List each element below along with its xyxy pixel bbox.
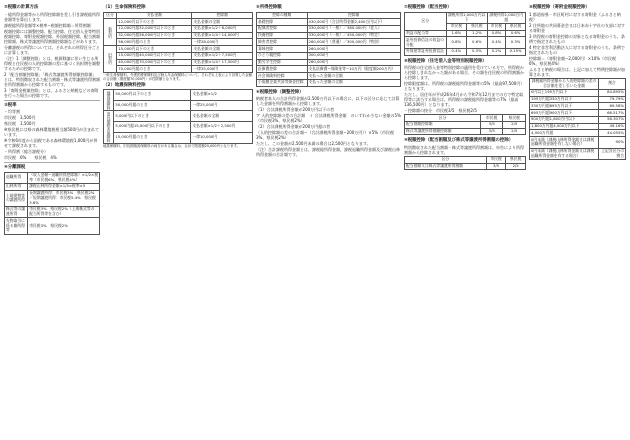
donation-paragraph: 4 特定非営利活動法人に対する寄附金のうち、条例で指定されたもの (529, 44, 625, 55)
deduction-type: 寡婦控除 (257, 46, 308, 53)
bracket-rate: 上記各区分の割合 (599, 148, 626, 159)
deduction-table (256, 12, 401, 87)
section-title-separate: ④分離課税 (4, 165, 26, 170)
deduction-amount: 330,000円（一般）／380,000円（老人） (307, 25, 400, 32)
income-bracket: 900万円超1,800万円以下 (530, 116, 599, 123)
insurance-label: 旧長期損害保険料 (104, 111, 114, 143)
calc-paragraph: 課税総所得金額等×税率−税額控除額＝所得割額 (4, 22, 91, 28)
table-header-cell: 区分 (405, 115, 481, 122)
table-row (257, 32, 401, 39)
deduction-formula: 支払金額の全額 (191, 111, 253, 122)
table-row (257, 79, 401, 86)
calc-paragraph: ・総所得金額等から所得控除額を差し引き課税総所得金額等を算出します。 (4, 11, 100, 22)
bracket-rate: 66.517% (599, 110, 626, 117)
life-insurance-table (103, 12, 253, 74)
adjustment-paragraph: ア 人的控除額の差の合計額 イ 合計課税所得金額 のいずれか少ない金額の5%（市民税3%、県民税2%） (256, 113, 401, 124)
deduction-formula: 支払金額×1/2 (191, 90, 253, 101)
deduction-formula: 一律28,000円 (192, 39, 253, 46)
dividend-withholding-title: ⑨税額控除（配当割額及び株式等譲渡所得割額の控除） (404, 138, 514, 144)
table-row (104, 52, 253, 59)
table-row (257, 46, 401, 53)
housing-loan-paragraph: 控除限度額は、所得税の課税総所得金額等の5%（最高97,500円）となります。 (404, 81, 525, 92)
table-header-cell: 市民税 (487, 23, 506, 30)
dividend-rate: 0.15% (506, 48, 526, 55)
column-1 (4, 4, 100, 436)
row-text: 市民税3% 県民税2%（上場株式等の配当所得等を含む） (28, 206, 100, 217)
table-row (104, 46, 253, 53)
deduction-amount: 支払った金額の全額 (307, 73, 400, 80)
bracket-rate: 84.895% (599, 89, 626, 96)
table-row (5, 206, 100, 217)
dividend-rate: 1.2% (467, 30, 488, 37)
ratio-pref: 2/5 (503, 128, 526, 135)
section-title-rate: ③税率 (4, 102, 17, 108)
row-text: （収入金額−退職所得控除額）×1/2×税率（市民税6%、県民税4%） (29, 172, 99, 182)
deduction-formula: 一律25,000円 (191, 100, 253, 111)
column-2 (103, 4, 253, 436)
deduction-type: 基礎控除 (257, 19, 308, 26)
row-text: 長期譲渡所得：市民税3% 県民税2%／短期譲渡所得：市民税5.4% 県民税3.6% (28, 190, 100, 206)
row-text: 市民税3% 県民税2% (28, 218, 100, 234)
adjustment-paragraph: （2）合計課税所得金額が200万円超の者 (256, 124, 331, 130)
deduction-amount: 430,000円（合計所得金額2,400万円以下） (307, 19, 400, 26)
table-row (257, 73, 401, 80)
adjustment-title: ⑥税額控除（調整控除） (256, 89, 304, 95)
housing-loan-paragraph: ただし、居住年が平成26年4月から令和7年12月までの方で特定取得等に該当する場合は、所得税の課税総所得金額等の7%（最高136,500円）となります。 (404, 92, 524, 108)
deduction-formula: 支払金額×1/2＋2,500円 (191, 121, 253, 132)
table-cell: 2/5 (506, 163, 526, 170)
table-row (257, 66, 401, 73)
contract-label: 新契約 (104, 19, 117, 46)
table-header-cell: 県民税 (503, 115, 526, 122)
deduction-amount: 260,000円 (307, 59, 400, 66)
payment-range: 70,000円超のとき (117, 66, 192, 73)
income-bracket: 330万円超695万円以下 (530, 103, 599, 110)
table-header-cell: 県民税 (467, 23, 488, 30)
adjustment-paragraph: （人的控除額の差の合計額−（合計課税所得金額−200万円））×5%（市民税3%、県民税2%） (256, 130, 395, 141)
deduction-formula: 支払金額×1/4＋17,500円 (192, 59, 253, 66)
donation-paragraph: 控除額＝（寄附金額−2,000円）×10%（市民税6%、県民税4%） (529, 55, 617, 66)
table-row (405, 163, 526, 170)
table-row (104, 111, 253, 122)
table-row (257, 19, 401, 26)
income-bracket: 0円未満（課税山林所得金額又は課税退職所得金額を有しない場合） (530, 137, 599, 148)
donation-title: ⑩税額控除（寄附金税額控除） (529, 5, 590, 10)
table-row (530, 96, 626, 103)
table-header-cell: 県民税 (506, 156, 526, 163)
ratio-city: 3/5 (480, 128, 503, 135)
payment-range: 15,000円超のとき (114, 132, 191, 143)
adjustment-paragraph: ただし、この金額が2,500円未満の場合は2,500円となります。 (256, 141, 371, 147)
table-row (104, 32, 253, 39)
deduction-type: ひとり親控除 (257, 52, 308, 59)
deduction-amount: 支払った金額の全額 (307, 79, 400, 86)
earthquake-note: 地震保険料、旧長期損害保険料の両方がある場合は、合計で限度額25,000円となります。 (103, 143, 241, 148)
row-label: 株式等の譲渡所得 (5, 206, 28, 217)
table-row (5, 218, 100, 234)
dividend-title: ⑦税額控除（配当控除） (404, 5, 452, 10)
donation-paragraphs (529, 12, 626, 77)
table-row (530, 116, 626, 123)
deduction-type: 配偶者控除 (257, 25, 308, 32)
table-row (530, 89, 626, 96)
dividend-rate: 0.8% (446, 37, 467, 48)
contract-label: 旧契約 (104, 46, 117, 73)
ratio-city: 3/5 (480, 121, 503, 128)
adjustment-paragraph: （注）合計課税所得金額とは、課税総所得金額、課税退職所得金額及び課税山林所得金額の合計額です。 (256, 147, 400, 158)
table-header-cell: 区分 (405, 156, 487, 163)
income-bracket: 0円以上195万円以下 (530, 89, 599, 96)
table-header-cell: 支払金額 (117, 12, 192, 19)
housing-loan-title: ⑧税額控除（住宅借入金等特別税額控除） (404, 58, 487, 64)
row-label: 山林所得 (5, 183, 28, 190)
donation-paragraph: 1 都道府県・市区町村に対する寄附金（ふるさと納税） (529, 11, 621, 22)
deduction-type: 障害者控除 (257, 39, 308, 46)
deduction-amount: 260,000円（普通）／300,000円（特別） (307, 39, 400, 46)
column-3 (256, 4, 401, 436)
calc-paragraph: 2「配当割額控除額」「株式等譲渡所得割額控除額」とは、特別徴収された配当割額・株式等譲渡所得割額を所得割額から控除するものです。 (4, 71, 100, 87)
rate-item: ※県民税には県の森林環境税相当額500円が含まれています。 (4, 127, 99, 137)
donation-paragraph: 3 所得税の寄附金控除の対象となる寄附金のうち、条例で指定されたもの (529, 33, 625, 44)
dividend-type: 外貨建等証券投資信託 (405, 48, 447, 55)
bracket-rate: 44.055% (599, 130, 626, 137)
table-row (104, 121, 253, 132)
table-row (104, 19, 253, 26)
donation-paragraph: 2 住所地の共同募金会又は日本赤十字社の支部に対する寄附金 (529, 22, 625, 33)
deduction-amount: 支払医療費−保険金等−10万円（限度額200万円） (307, 66, 400, 73)
calc-paragraph: （注）1「調整控除」とは、税源移譲に伴い生じる所得税と住民税の人的控除額の差に基づく負担増を調整するための控除です。 (4, 55, 100, 71)
payment-range: 12,000円以下のとき (117, 19, 192, 26)
ratio-pref: 2/5 (503, 121, 526, 128)
table-row (530, 110, 626, 117)
row-label: 土地建物等の譲渡所得 (5, 190, 28, 206)
table-row (104, 39, 253, 46)
housing-loan-paragraph: ・控除額の按分 市民税3/5 県民税2/5 (404, 108, 477, 114)
table-header-cell: 控除額 (192, 12, 253, 19)
section-title-calc: ②税額の計算方法 (4, 5, 39, 10)
adjustment-paragraphs (256, 96, 401, 157)
table-row (530, 103, 626, 110)
column-4 (404, 4, 526, 436)
dividend-rate: 0.3% (506, 37, 526, 48)
deduction-formula: 支払金額×1/2＋7,500円 (192, 52, 253, 59)
table-row (530, 123, 626, 130)
payment-range: 32,000円超56,000円以下のとき (117, 32, 192, 39)
table-header-cell: 区分 (104, 12, 117, 19)
income-bracket: 695万円超900万円以下 (530, 110, 599, 117)
table-row (5, 172, 100, 183)
table-row (104, 66, 253, 73)
bracket-rate: 79.79% (599, 96, 626, 103)
table-header-cell: 市民税 (446, 23, 467, 30)
divider (4, 162, 100, 163)
table-header-cell: 区分 (405, 12, 447, 30)
table-header-cell: 市民税 (480, 115, 503, 122)
table-row (530, 130, 626, 137)
bracket-rate: 69.58% (599, 103, 626, 110)
deduction-title: ⑤所得控除額 (256, 5, 282, 10)
payment-range: 15,000円超40,000円以下のとき (117, 52, 192, 59)
housing-loan-paragraphs (404, 65, 526, 113)
table-header-cell: 課税所得1,000万円超 (487, 12, 525, 23)
calc-paragraph: 税額控除には調整控除、配当控除、住宅借入金等特別税額控除、寄附金税額控除、外国税額控除、配当割額控除額、株式等譲渡所得割額控除額などがあります。 (4, 28, 100, 44)
rate-items (4, 109, 100, 160)
dividend-rate: 0.4% (487, 37, 506, 48)
table-row (530, 137, 626, 148)
payment-range: 50,000円以下のとき (114, 90, 191, 101)
table-row (405, 121, 526, 128)
table-header-cell: 市民税 (486, 156, 506, 163)
dividend-table (404, 12, 526, 56)
income-bracket: 0円未満（課税山林所得金額又は課税退職所得金額を有する場合） (530, 148, 599, 159)
rate-item: 市民税 3,500円 (4, 115, 36, 120)
income-bracket: 195万円超330万円以下 (530, 96, 599, 103)
table-header-cell: 控除額 (307, 12, 400, 19)
deduction-amount: 260,000円 (307, 46, 400, 53)
dividend-withholding-text: 特別徴収された配当割額・株式等譲渡所得割額は、申告により所得割額から控除されます。 (404, 144, 524, 155)
table-row (405, 30, 526, 37)
dividend-type: 利益の配当等 (405, 30, 447, 37)
donation-paragraph: ふるさと納税の場合は、上記に加えて特例控除額が加算されます。 (529, 66, 625, 77)
bracket-rate: 90% (599, 137, 626, 148)
ratio-table (404, 114, 526, 135)
column-5 (529, 4, 626, 436)
table-row (5, 190, 100, 206)
payment-range: 5,000円超15,000円以下のとき (114, 121, 191, 132)
dividend-rate: 0.6% (467, 37, 488, 48)
life-insurance-title: （1）生命保険料控除 (103, 5, 146, 10)
separate-tax-table (4, 172, 100, 235)
life-insurance-note: 一般生命保険料、介護医療保険料及び個人年金保険料について、それぞれ上表により計算した金額の合計額（限度額70,000円）が控除額となります。 (103, 73, 253, 82)
table-row (104, 90, 253, 101)
table-row (257, 25, 401, 32)
table-row (530, 148, 626, 159)
deduction-type: 小規模企業共済等掛金控除 (257, 79, 308, 86)
payment-range: 15,000円以下のとき (117, 46, 192, 53)
table-header-cell: 控除の種類 (257, 12, 308, 19)
calc-paragraph: 3「寄附金税額控除」とは、ふるさと納税などの寄附を行った場合の控除です。 (4, 87, 99, 98)
income-bracket: 1,800万円超4,000万円以下 (530, 123, 599, 130)
table-row (257, 39, 401, 46)
rate-item: 市民税 6% 県民税 4% (4, 155, 57, 160)
payment-range: 5,000円以下のとき (114, 111, 191, 122)
divider (4, 100, 100, 101)
deduction-amount: 300,000円 (307, 52, 400, 59)
housing-loan-paragraph: 所得税の住宅借入金等特別控除の適用を受けている方で、所得税から控除しきれなかった額がある場合、その額を住民税の所得割額から控除します。 (404, 65, 524, 81)
adjustment-paragraph: （1）合計課税所得金額が200万円以下の者 (256, 107, 335, 113)
dividend-rate: 0.4% (446, 48, 467, 55)
table-row (257, 52, 401, 59)
table-header-cell: 課税総所得金額から人的控除額の差の合計額を差し引いた金額 (530, 78, 599, 89)
donation-rate-table (529, 78, 626, 161)
bracket-rate: 56.307% (599, 116, 626, 123)
ratio-label: 株式等譲渡所得割額控除額 (405, 128, 481, 135)
earthquake-title: （2）地震保険料控除 (103, 82, 146, 88)
income-bracket: 4,000万円超 (530, 130, 599, 137)
dividend-type: 証券投資信託の収益の分配 (405, 37, 447, 48)
table-header-cell: 県民税 (506, 23, 526, 30)
dividend-rate: 0.2% (487, 48, 506, 55)
rate-item: ※令和6年度から国税である森林環境税1,000円が併せて課税されます。 (4, 138, 98, 148)
ratio-label: 配当割額控除額 (405, 121, 481, 128)
row-label: 退職所得 (5, 172, 28, 183)
insurance-label: 地震保険料 (104, 90, 114, 111)
deduction-formula: 一律35,000円 (192, 66, 253, 73)
earthquake-table (103, 89, 253, 143)
deduction-formula: 一律10,000円 (191, 132, 253, 143)
bracket-rate: 49.16% (599, 123, 626, 130)
ratio-table-2 (404, 156, 526, 170)
payment-range: 56,000円超のとき (117, 39, 192, 46)
table-header-cell: 割合 (599, 78, 626, 89)
table-row (405, 37, 526, 48)
deduction-amount: 330,000円（一般）／450,000円（特定） (307, 32, 400, 39)
adjustment-paragraph: 納税者本人の合計所得金額が2,500万円以下の場合に、以下の区分に応じて計算した金額を所得割額から控除します。 (256, 96, 400, 107)
calc-paragraphs (4, 12, 100, 98)
rate-item: ・所得割（総合課税分） (4, 149, 48, 154)
payment-range: 12,000円超32,000円以下のとき (117, 25, 192, 32)
table-cell: 3/5 (486, 163, 506, 170)
table-header-cell: 課税所得1,000万円以下 (447, 12, 486, 22)
deduction-formula: 支払金額の全額 (192, 19, 253, 26)
table-row (104, 100, 253, 111)
deduction-formula: 支払金額×1/2＋6,000円 (192, 25, 253, 32)
calc-paragraph: 分離課税の所得については、それぞれの所得区分ごとに計算します。 (4, 44, 100, 55)
table-row (405, 48, 526, 55)
row-label: 先物取引に係る雑所得等 (5, 218, 28, 234)
dividend-rate: 1.6% (446, 30, 467, 37)
table-row (104, 59, 253, 66)
payment-range: 40,000円超70,000円以下のとき (117, 59, 192, 66)
rate-item: ・均等割 (4, 109, 20, 114)
payment-range: 50,000円超のとき (114, 100, 191, 111)
table-row (104, 25, 253, 32)
table-cell: 配当割額又は株式等譲渡所得割額 (405, 163, 487, 170)
deduction-formula: 支払金額の全額 (192, 46, 253, 53)
deduction-type: 社会保険料控除 (257, 73, 308, 80)
table-row (405, 128, 526, 135)
rate-item: 県民税 1,500円 (4, 121, 36, 126)
deduction-type: 医療費控除 (257, 66, 308, 73)
dividend-rate: 0.6% (506, 30, 526, 37)
deduction-type: 扶養控除 (257, 32, 308, 39)
table-row (5, 183, 100, 190)
deduction-type: 勤労学生控除 (257, 59, 308, 66)
table-row (104, 132, 253, 143)
table-row (257, 59, 401, 66)
dividend-rate: 0.3% (467, 48, 488, 55)
row-text: 課税山林所得金額×1/5×税率×5 (28, 183, 100, 190)
deduction-formula: 支払金額×1/4＋14,000円 (192, 32, 253, 39)
dividend-rate: 0.8% (487, 30, 506, 37)
